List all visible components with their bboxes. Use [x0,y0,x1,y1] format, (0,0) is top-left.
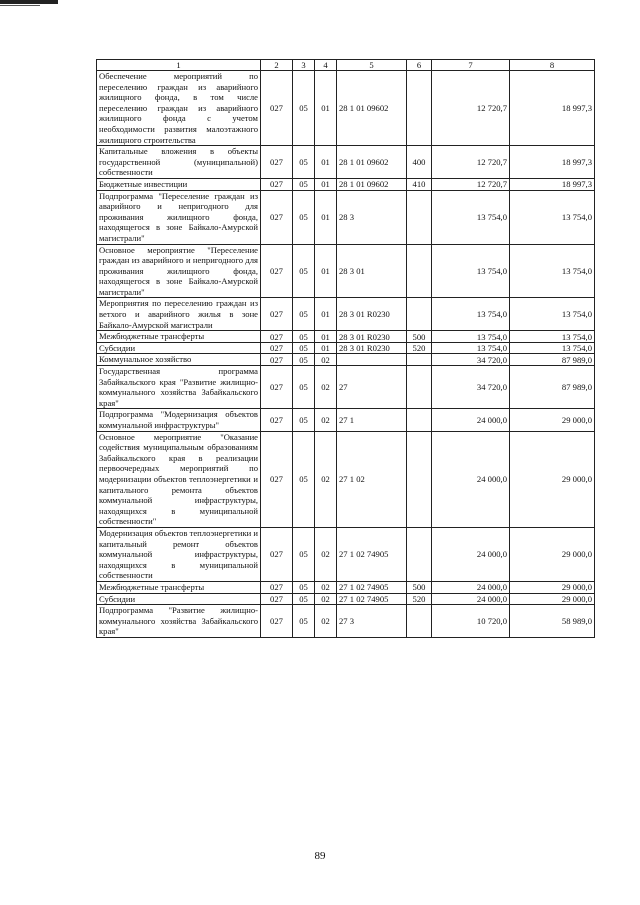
subsection-cell: 02 [315,354,337,366]
header-cell: 6 [407,60,432,71]
row-name-cell: Мероприятия по переселению граждан из ветхого и аварийного жилья в зоне Байкало-Амурской магистрали [97,298,261,331]
target-article-cell: 27 1 [337,409,407,431]
amount-year1-cell: 13 754,0 [432,342,510,354]
section-cell: 05 [293,581,315,593]
amount-year1-cell: 34 720,0 [432,366,510,409]
section-cell: 05 [293,409,315,431]
subsection-cell: 01 [315,146,337,179]
amount-year2-cell: 29 000,0 [510,431,595,527]
section-cell: 05 [293,146,315,179]
row-name-cell: Межбюджетные трансферты [97,581,261,593]
section-cell: 05 [293,178,315,190]
table-body [97,71,595,638]
section-cell: 05 [293,71,315,146]
amount-year2-cell: 18 997,3 [510,178,595,190]
amount-year2-cell: 13 754,0 [510,298,595,331]
section-cell: 05 [293,190,315,244]
header-cell: 4 [315,60,337,71]
amount-year2-cell: 18 997,3 [510,71,595,146]
subsection-cell: 01 [315,342,337,354]
amount-year2-cell: 13 754,0 [510,342,595,354]
admin-code-cell: 027 [261,366,293,409]
table-row [97,581,595,593]
amount-year2-cell: 13 754,0 [510,331,595,343]
table-row [97,593,595,605]
subsection-cell: 01 [315,71,337,146]
amount-year2-cell: 87 989,0 [510,366,595,409]
amount-year1-cell: 13 754,0 [432,331,510,343]
target-article-cell: 27 1 02 74905 [337,527,407,581]
subsection-cell: 02 [315,431,337,527]
amount-year1-cell: 12 720,7 [432,146,510,179]
expense-type-cell [407,366,432,409]
expense-type-cell [407,409,432,431]
admin-code-cell: 027 [261,146,293,179]
budget-table [96,59,595,638]
target-article-cell [337,354,407,366]
target-article-cell: 28 1 01 09602 [337,71,407,146]
expense-type-cell: 520 [407,593,432,605]
target-article-cell: 27 1 02 74905 [337,581,407,593]
expense-type-cell: 400 [407,146,432,179]
amount-year2-cell: 13 754,0 [510,244,595,298]
section-cell: 05 [293,298,315,331]
row-name-cell: Государственная программа Забайкальского края "Развитие жилищно-коммунального хозяйства Забайкальского края" [97,366,261,409]
admin-code-cell: 027 [261,581,293,593]
table-row [97,146,595,179]
table-row [97,342,595,354]
target-article-cell: 28 3 01 R0230 [337,331,407,343]
admin-code-cell: 027 [261,605,293,638]
amount-year2-cell: 13 754,0 [510,190,595,244]
expense-type-cell [407,298,432,331]
expense-type-cell: 500 [407,581,432,593]
section-cell: 05 [293,605,315,638]
section-cell: 05 [293,366,315,409]
row-name-cell: Основное мероприятие "Переселение граждан из аварийного и непригодного для проживания жилищного фонда, находящегося в зоне Байкало-Амурской магистрали" [97,244,261,298]
header-cell: 2 [261,60,293,71]
row-name-cell: Капитальные вложения в объекты государственной (муниципальной) собственности [97,146,261,179]
section-cell: 05 [293,342,315,354]
header-cell: 3 [293,60,315,71]
amount-year1-cell: 24 000,0 [432,527,510,581]
table-row [97,244,595,298]
table-row [97,71,595,146]
admin-code-cell: 027 [261,190,293,244]
subsection-cell: 02 [315,593,337,605]
amount-year2-cell: 29 000,0 [510,527,595,581]
amount-year2-cell: 58 989,0 [510,605,595,638]
admin-code-cell: 027 [261,342,293,354]
amount-year1-cell: 12 720,7 [432,71,510,146]
section-cell: 05 [293,354,315,366]
table-row [97,190,595,244]
amount-year1-cell: 24 000,0 [432,431,510,527]
row-name-cell: Бюджетные инвестиции [97,178,261,190]
row-name-cell: Подпрограмма "Переселение граждан из аварийного и непригодного для проживания жилищного фонда, находящегося в зоне Байкало-Амурской магистрали" [97,190,261,244]
amount-year2-cell: 18 997,3 [510,146,595,179]
target-article-cell: 28 3 01 R0230 [337,298,407,331]
table-row [97,298,595,331]
target-article-cell: 27 [337,366,407,409]
section-cell: 05 [293,527,315,581]
header-cell: 1 [97,60,261,71]
subsection-cell: 01 [315,190,337,244]
amount-year1-cell: 24 000,0 [432,409,510,431]
expense-type-cell [407,190,432,244]
admin-code-cell: 027 [261,527,293,581]
amount-year1-cell: 13 754,0 [432,244,510,298]
subsection-cell: 01 [315,178,337,190]
target-article-cell: 28 1 01 09602 [337,178,407,190]
scan-edge-mark-thin [0,5,40,6]
header-cell: 7 [432,60,510,71]
amount-year2-cell: 87 989,0 [510,354,595,366]
admin-code-cell: 027 [261,331,293,343]
row-name-cell: Подпрограмма "Развитие жилищно-коммунального хозяйства Забайкальского края" [97,605,261,638]
subsection-cell: 01 [315,244,337,298]
amount-year2-cell: 29 000,0 [510,593,595,605]
subsection-cell: 02 [315,527,337,581]
admin-code-cell: 027 [261,593,293,605]
subsection-cell: 01 [315,331,337,343]
section-cell: 05 [293,331,315,343]
amount-year1-cell: 13 754,0 [432,190,510,244]
admin-code-cell: 027 [261,244,293,298]
admin-code-cell: 027 [261,71,293,146]
admin-code-cell: 027 [261,409,293,431]
admin-code-cell: 027 [261,298,293,331]
page-number: 89 [314,850,326,862]
table-row [97,527,595,581]
subsection-cell: 02 [315,409,337,431]
section-cell: 05 [293,244,315,298]
scan-edge-mark [0,0,58,4]
row-name-cell: Коммунальное хозяйство [97,354,261,366]
target-article-cell: 28 3 01 [337,244,407,298]
header-cell: 8 [510,60,595,71]
section-cell: 05 [293,593,315,605]
expense-type-cell [407,431,432,527]
row-name-cell: Субсидии [97,342,261,354]
table-row [97,354,595,366]
amount-year2-cell: 29 000,0 [510,409,595,431]
expense-type-cell [407,605,432,638]
amount-year1-cell: 10 720,0 [432,605,510,638]
amount-year1-cell: 13 754,0 [432,298,510,331]
expense-type-cell [407,71,432,146]
header-row [97,60,595,71]
row-name-cell: Субсидии [97,593,261,605]
section-cell: 05 [293,431,315,527]
target-article-cell: 28 1 01 09602 [337,146,407,179]
amount-year1-cell: 24 000,0 [432,581,510,593]
header-cell: 5 [337,60,407,71]
row-name-cell: Основное мероприятие "Оказание содействия муниципальным образованиям Забайкальского края в реализации первоочередных мероприятий по модернизации объектов теплоэнергетики и капитального ремонта объектов коммунальной инфраструктуры, находящихся в муниципальной собственности" [97,431,261,527]
expense-type-cell [407,527,432,581]
table-row [97,178,595,190]
row-name-cell: Обеспечение мероприятий по переселению граждан из аварийного жилищного фонда, в том числе переселению граждан из аварийного жилищного фонда с учетом необходимости развития малоэтажного жилищного строительства [97,71,261,146]
table-row [97,331,595,343]
target-article-cell: 27 3 [337,605,407,638]
admin-code-cell: 027 [261,354,293,366]
target-article-cell: 28 3 01 R0230 [337,342,407,354]
amount-year1-cell: 24 000,0 [432,593,510,605]
expense-type-cell [407,244,432,298]
table-row [97,366,595,409]
subsection-cell: 02 [315,581,337,593]
admin-code-cell: 027 [261,431,293,527]
row-name-cell: Подпрограмма "Модернизация объектов коммунальной инфраструктуры" [97,409,261,431]
amount-year2-cell: 29 000,0 [510,581,595,593]
amount-year1-cell: 12 720,7 [432,178,510,190]
table-row [97,605,595,638]
target-article-cell: 27 1 02 74905 [337,593,407,605]
expense-type-cell: 500 [407,331,432,343]
table-row [97,409,595,431]
expense-type-cell: 410 [407,178,432,190]
target-article-cell: 27 1 02 [337,431,407,527]
row-name-cell: Межбюджетные трансферты [97,331,261,343]
amount-year1-cell: 34 720,0 [432,354,510,366]
expense-type-cell: 520 [407,342,432,354]
subsection-cell: 02 [315,366,337,409]
subsection-cell: 02 [315,605,337,638]
row-name-cell: Модернизация объектов теплоэнергетики и капитальный ремонт объектов коммунальной инфраструктуры, находящихся в муниципальной собственности [97,527,261,581]
admin-code-cell: 027 [261,178,293,190]
subsection-cell: 01 [315,298,337,331]
expense-type-cell [407,354,432,366]
table-row [97,431,595,527]
target-article-cell: 28 3 [337,190,407,244]
